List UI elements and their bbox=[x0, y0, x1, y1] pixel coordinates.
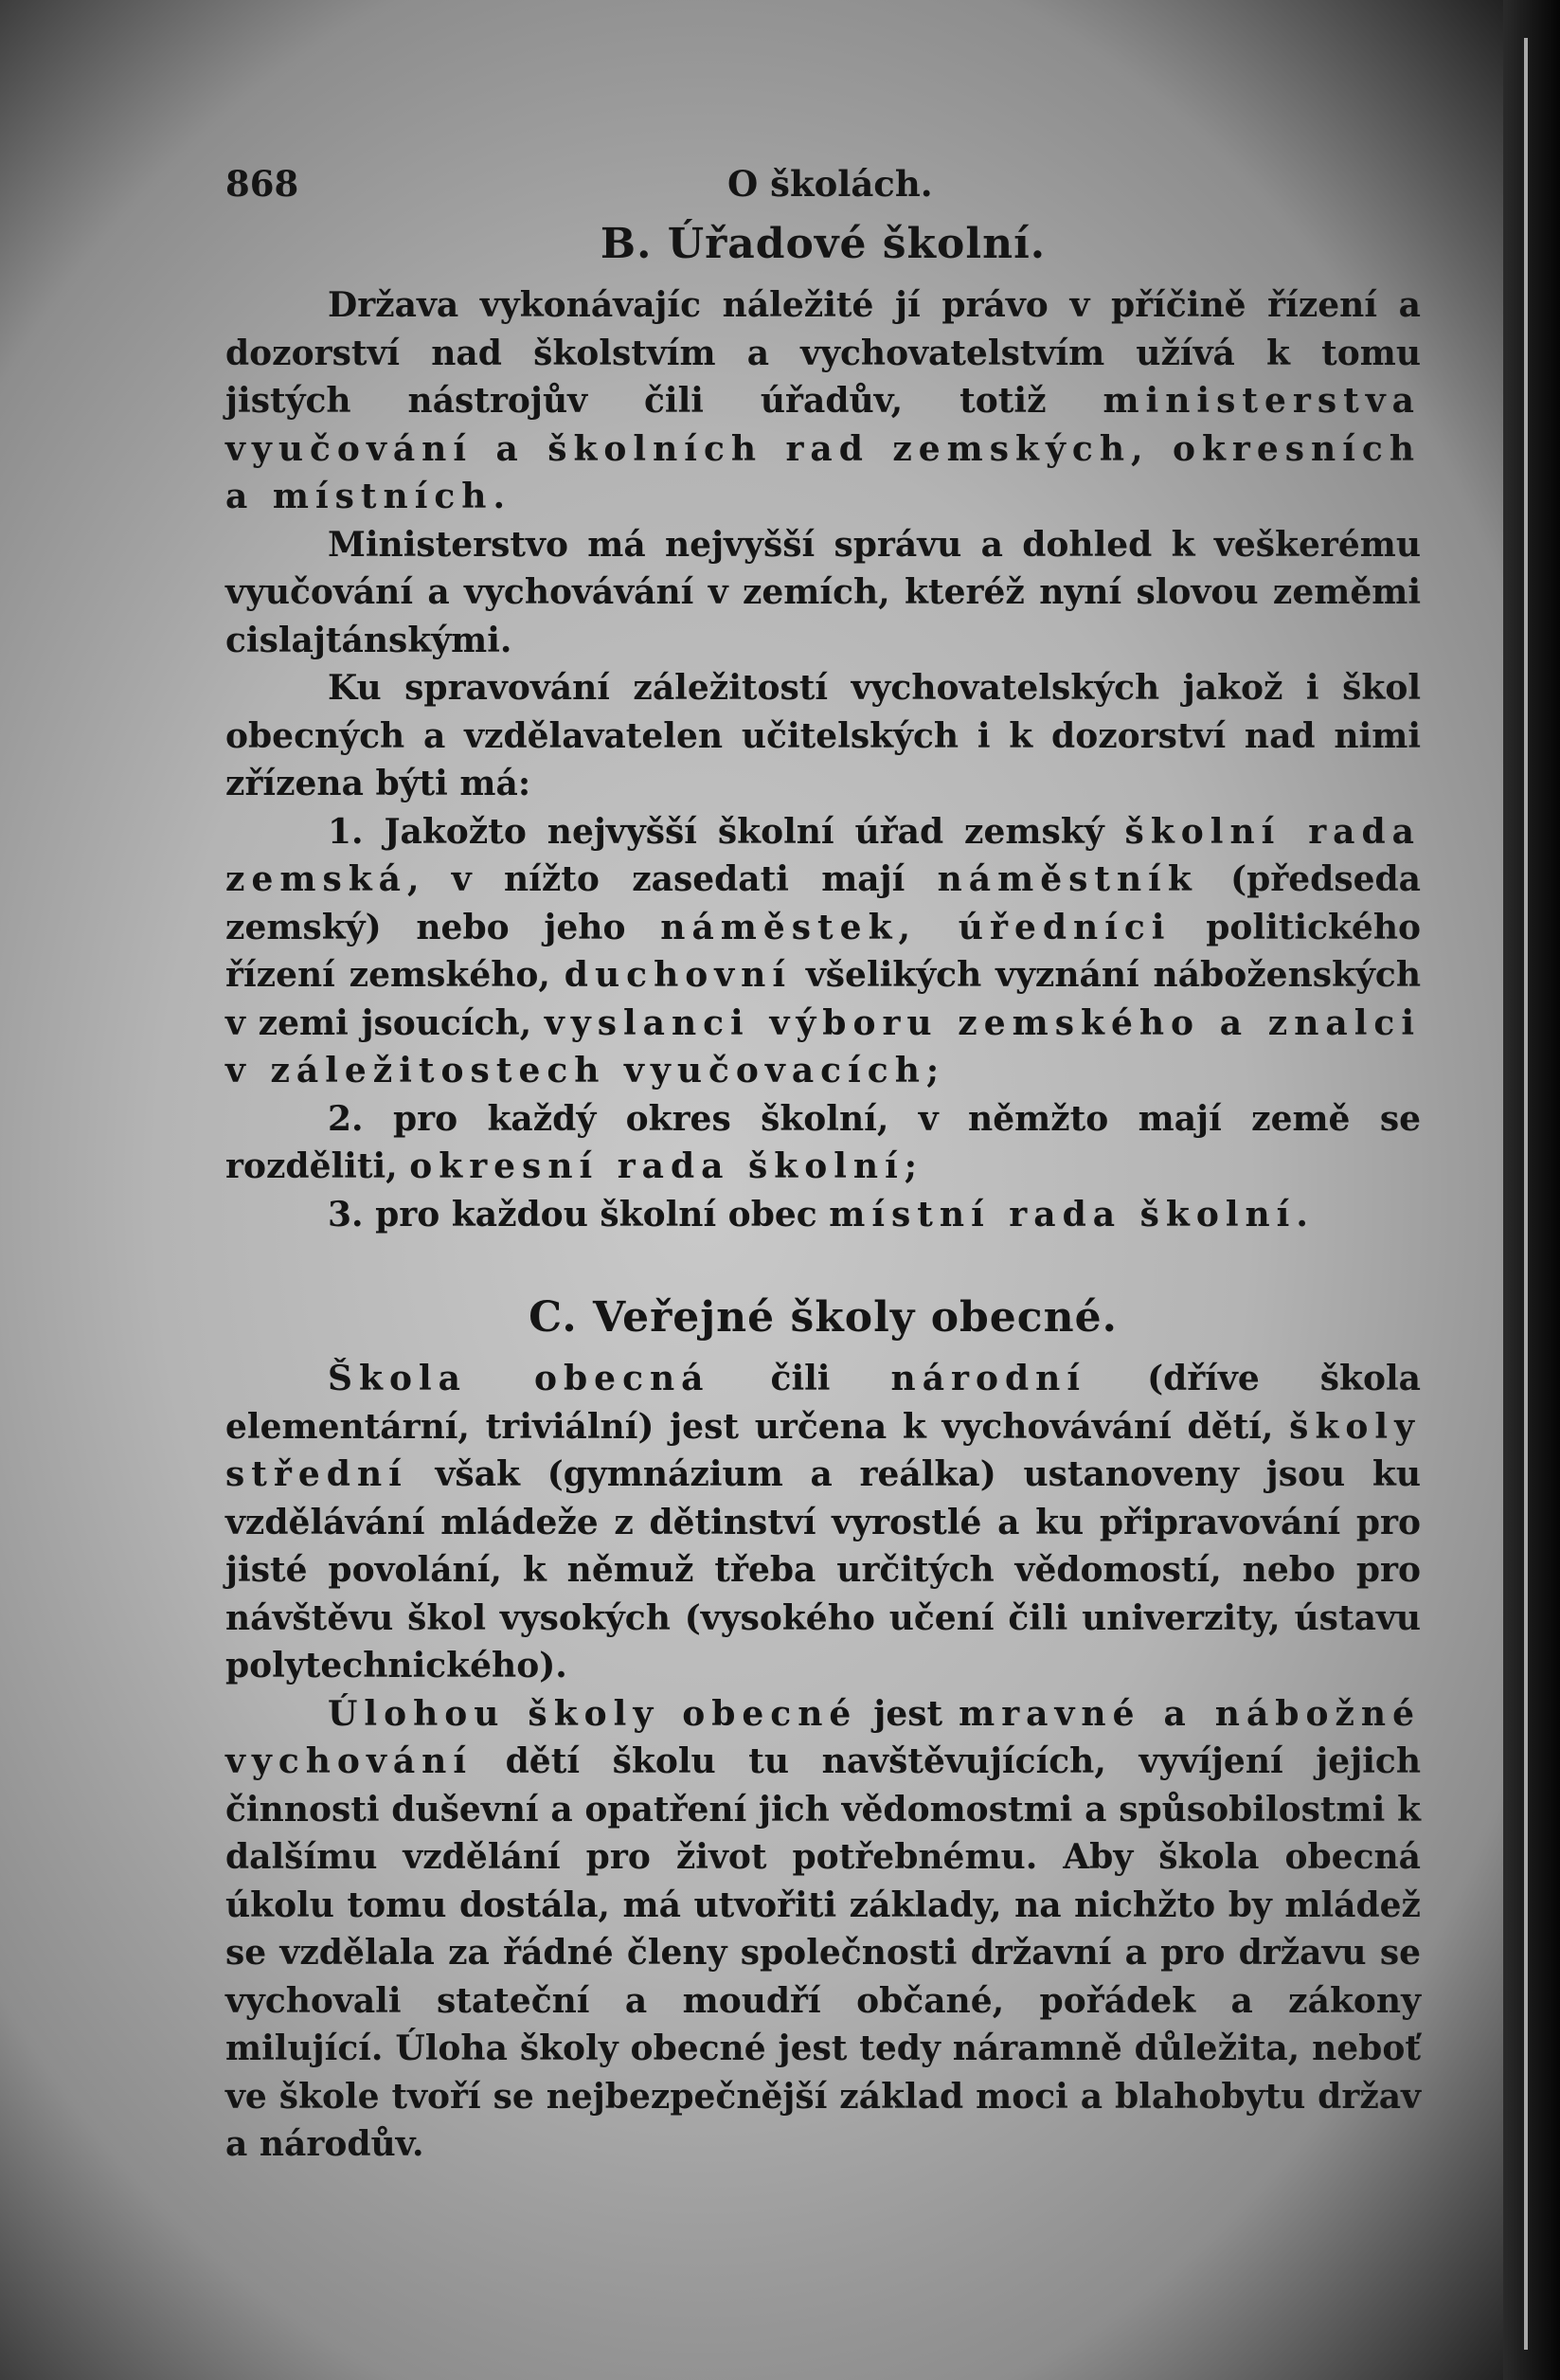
section-c-paragraph-2 bbox=[225, 1690, 1421, 2169]
text-run: dětí školu tu navštěvujících, vyvíjení jejich činnosti duševní a opatření jich vědomostmi a spůsobilostmi k dalšímu vzdělání pro život potřebnému. Aby škola obecná úkolu tomu dostála, má utvořiti základy, na nichžto by mládež se vzdělala za řádné členy společnosti državní a pro državu se vychovali stateční a moudří občané, pořádek a zákony milující. Úloha školy obecné jest tedy náramně důležita, neboť ve škole tvoří se nejbezpečnější základ moci a blahobytu držav a národův. bbox=[225, 1741, 1421, 2164]
text-run: , v nížto zasedati mají bbox=[406, 859, 938, 899]
spaced-text-run: školní rada zemská bbox=[225, 811, 1421, 899]
spaced-text-run: náměstek, úředníci bbox=[660, 907, 1172, 947]
text-run: politického řízení zemského, bbox=[225, 907, 1422, 995]
spaced-text-run: mravné a nábožné vychování bbox=[225, 1693, 1421, 1781]
spaced-text-run: okresní rada školní bbox=[409, 1146, 905, 1186]
text-run: ; bbox=[904, 1146, 918, 1186]
page-edge-line bbox=[1524, 38, 1528, 2350]
text-run: . bbox=[1296, 1194, 1308, 1235]
section-b-paragraph-3: Ku spravování záležitostí vychovatelských jakož i škol obecných a vzdělavatelen učitelských i k dozorství nad nimi zřízena býti má: bbox=[225, 668, 1421, 803]
spaced-text-run: Úlohou školy obecné bbox=[328, 1693, 858, 1734]
book-spine-edge bbox=[1503, 0, 1560, 2380]
spaced-text-run: školy střední bbox=[225, 1406, 1421, 1494]
section-b-heading: B. Úřadové školní. bbox=[600, 220, 1047, 268]
page-header bbox=[225, 153, 1421, 210]
spaced-text-run: národní bbox=[890, 1359, 1087, 1398]
spaced-text-run: místní rada školní bbox=[829, 1194, 1297, 1235]
text-run: všelikých vyznání náboženských v zemi jsoucích, bbox=[225, 955, 1421, 1043]
page-content bbox=[225, 153, 1421, 2169]
text-run: Država vykonávajíc náležité jí právo v příčině řízení a dozorství nad školstvím a vychovatelstvím užívá k tomu jistých nástrojův čili úřadův, totiž bbox=[225, 285, 1421, 421]
section-c-heading: C. Veřejné školy obecné. bbox=[529, 1293, 1118, 1342]
running-title: O školách. bbox=[727, 163, 933, 205]
spaced-text-run: Škola obecná bbox=[328, 1359, 710, 1398]
spaced-text-run: náměstník bbox=[937, 859, 1198, 899]
text-run: čili bbox=[709, 1359, 891, 1398]
text-run: 1. Jakožto nejvyšší školní úřad zemský bbox=[328, 811, 1125, 852]
text-run: ; bbox=[925, 1051, 940, 1091]
text-run: (dříve škola elementární, triviální) jest určena k vychovávání dětí, bbox=[225, 1359, 1421, 1447]
list-item-3 bbox=[225, 1191, 1421, 1239]
spaced-text-run: ministerstva vyučování a školních rad zemských, okresních a místních. bbox=[225, 381, 1421, 516]
spaced-text-run: duchovní bbox=[564, 955, 793, 995]
section-b-paragraph-2: Ministerstvo má nejvyšší správu a dohled k veškerému vyučování a vychovávání v zemích, kteréž nyní slovou zeměmi cislajtánskými. bbox=[225, 524, 1421, 660]
section-b-paragraph-1 bbox=[225, 281, 1421, 521]
text-run: 3. pro každou školní obec bbox=[328, 1194, 830, 1235]
list-item-2 bbox=[225, 1095, 1421, 1191]
section-c-paragraph-1 bbox=[225, 1355, 1421, 1690]
text-run: (předseda zemský) nebo jeho bbox=[225, 859, 1421, 947]
text-run: však (gymnázium a reálka) ustanoveny jsou ku vzdělávání mládeže z dětinství vyrostlé a ku připravování pro jisté povolání, k němuž třeba určitých vědomostí, nebo pro návštěvu škol vysokých (vysokého učení čili univerzity, ústavu polytechnického). bbox=[225, 1454, 1421, 1686]
spaced-text-run: vyslanci výboru zemského a znalci v záležitostech vyučovacích bbox=[225, 1002, 1421, 1091]
list-item-1 bbox=[225, 808, 1421, 1095]
page-number: 868 bbox=[225, 163, 299, 205]
text-run: jest bbox=[857, 1693, 959, 1734]
text-run: 2. pro každý okres školní, v němžto mají země se rozděliti, bbox=[225, 1098, 1421, 1186]
